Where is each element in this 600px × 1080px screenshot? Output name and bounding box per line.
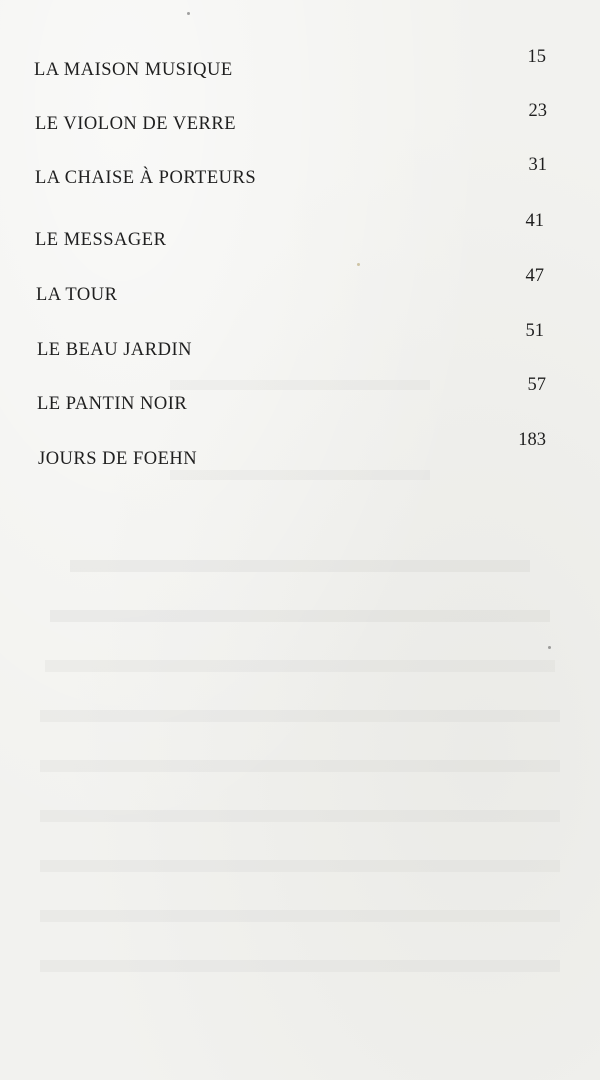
toc-entry — [36, 266, 544, 305]
toc-entry-title: LE VIOLON DE VERRE — [35, 114, 237, 134]
toc-entry-page-number: 51 — [525, 321, 544, 341]
toc-entry-page-number: 15 — [527, 47, 546, 67]
toc-entry — [34, 47, 546, 81]
toc-entry-page-number: 23 — [528, 101, 547, 121]
toc-entry-title: LE MESSAGER — [35, 230, 167, 250]
toc-entry-title: LA CHAISE À PORTEURS — [35, 168, 257, 188]
toc-entry — [37, 375, 546, 414]
toc-entry-page-number: 57 — [527, 375, 546, 395]
toc-entry-page-number: 31 — [528, 155, 547, 175]
toc-entry — [35, 155, 547, 189]
toc-entry — [35, 211, 544, 250]
toc-entry-title: LE BEAU JARDIN — [37, 340, 192, 360]
toc-entry-page-number: 183 — [518, 430, 546, 450]
toc-entry-page-number: 47 — [525, 266, 544, 286]
paper-speck — [548, 646, 551, 649]
table-of-contents — [0, 0, 600, 470]
toc-entry-title: JOURS DE FOEHN — [38, 449, 198, 469]
toc-entry-page-number: 41 — [525, 211, 544, 231]
toc-entry — [35, 101, 547, 135]
toc-entry — [37, 321, 544, 360]
toc-entry-title: LA TOUR — [36, 285, 118, 305]
toc-entry — [38, 430, 546, 469]
toc-entry-title: LE PANTIN NOIR — [37, 394, 188, 414]
toc-entry-title: LA MAISON MUSIQUE — [34, 60, 233, 80]
